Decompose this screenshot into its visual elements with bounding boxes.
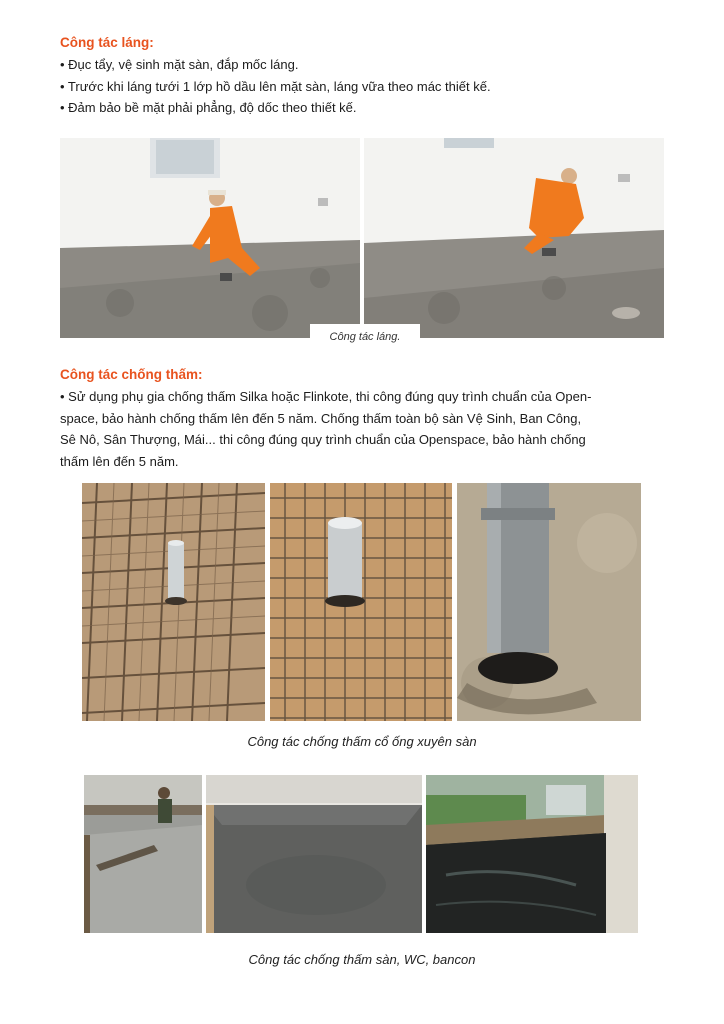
photo-floor-coated — [206, 775, 422, 933]
paragraph-line: thấm lên đến 5 năm. — [60, 453, 179, 469]
paragraph-line: • Sử dụng phụ gia chống thấm Silka hoặc Flinkote, thi công đúng quy trình chuẩn của Open- — [60, 389, 592, 404]
photo-rebar-pipe-2 — [270, 483, 452, 721]
photo-rebar-pipe-1 — [82, 483, 265, 721]
photo-floor-applying — [84, 775, 202, 933]
caption-pipe-waterproofing: Công tác chống thấm cổ ống xuyên sàn — [247, 734, 477, 749]
photo-balcony-coated — [426, 775, 638, 933]
paragraph-line: space, bảo hành chống thấm lên đến 5 năm. Chống thấm toàn bộ sàn Vệ Sinh, Ban Công, — [60, 410, 582, 426]
photo-worker-screeding-1 — [60, 138, 360, 338]
screeding-bullets — [60, 54, 672, 119]
section-title-screeding: Công tác láng: — [60, 35, 154, 50]
bullet-item: • Đục tẩy, vệ sinh mặt sàn, đắp mốc láng. — [60, 57, 299, 72]
bullet-item: • Đảm bảo bề mặt phải phẳng, độ dốc theo thiết kế. — [60, 100, 357, 115]
caption-floor-waterproofing: Công tác chống thấm sàn, WC, bancon — [248, 952, 476, 967]
bullet-item: • Trước khi láng tưới 1 lớp hồ dầu lên mặt sàn, láng vữa theo mác thiết kế. — [60, 78, 491, 94]
waterproofing-paragraph — [60, 386, 672, 472]
paragraph-line: Sê Nô, Sân Thượng, Mái... thi công đúng quy trình chuẩn của Openspace, bảo hành chống — [60, 432, 586, 447]
photo-pipe-sealed — [457, 483, 641, 721]
section-title-waterproofing: Công tác chống thấm: — [60, 367, 203, 382]
photo-caption-screeding: Công tác láng. — [310, 324, 420, 350]
photo-worker-screeding-2 — [364, 138, 664, 338]
